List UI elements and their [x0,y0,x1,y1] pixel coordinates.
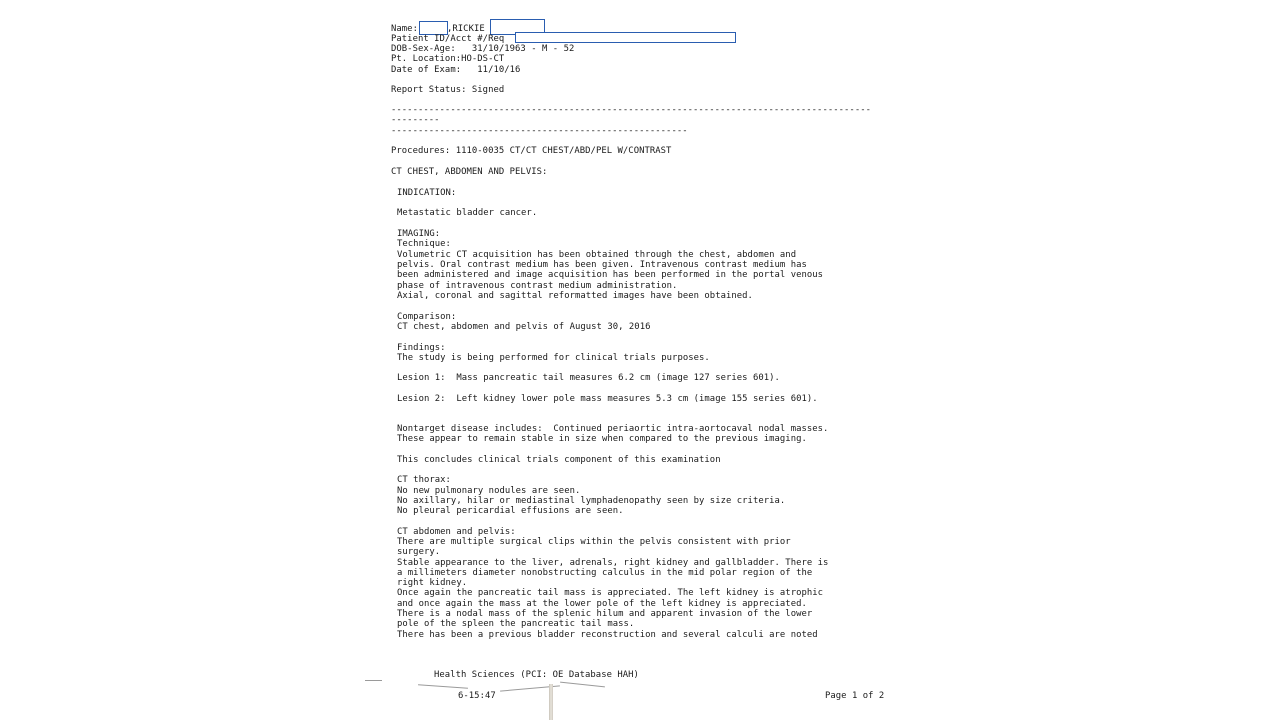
nontarget-line: Nontarget disease includes: Continued periaortic intra-aortocaval nodal masses. [397,424,829,434]
findings-heading: Findings: [397,343,446,353]
dob-sex-age: DOB-Sex-Age: 31/10/1963 - M - 52 [391,44,575,54]
report-status: Report Status: Signed [391,85,505,95]
procedures: Procedures: 1110-0035 CT/CT CHEST/ABD/PEL W/CONTRAST [391,146,672,156]
technique-line: been administered and image acquisition has been performed in the portal venous [397,270,824,280]
paper-fold-artifact [549,684,553,720]
thorax-line: No new pulmonary nodules are seen. [397,486,581,496]
lesion-1: Lesion 1: Mass pancreatic tail measures 6.2 cm (image 127 series 601). [397,373,780,383]
scan-artifact-line [560,682,605,688]
separator-line-1: ----------------------------------------------------------------------------------------- [391,105,871,115]
redaction-box-patient-id [515,32,736,43]
patient-id-label: Patient ID/Acct #/Req [391,34,505,44]
abdomen-line: a millimeters diameter nonobstructing calculus in the mid polar region of the [397,568,813,578]
thorax-heading: CT thorax: [397,475,451,485]
indication-heading: INDICATION: [397,188,457,198]
abdomen-heading: CT abdomen and pelvis: [397,527,516,537]
lesion-2: Lesion 2: Left kidney lower pole mass measures 5.3 cm (image 155 series 601). [397,394,818,404]
technique-heading: Technique: [397,239,451,249]
patient-location: Pt. Location:HO-DS-CT [391,54,505,64]
name-label: Name: [391,24,418,34]
separator-line-3: ------------------------------------------------------- [391,126,688,136]
abdomen-line: There has been a previous bladder reconstruction and several calculi are noted [397,630,818,640]
page-indicator: Page 1 of 2 [825,691,885,701]
technique-line: phase of intravenous contrast medium administration. [397,281,678,291]
patient-name: ,RICKIE [447,24,485,34]
comparison-text: CT chest, abdomen and pelvis of August 30, 2016 [397,322,651,332]
findings-intro: The study is being performed for clinical trials purposes. [397,353,710,363]
abdomen-line: and once again the mass at the lower pole of the left kidney is appreciated. [397,599,807,609]
exam-title: CT CHEST, ABDOMEN AND PELVIS: [391,167,548,177]
date-of-exam: Date of Exam: 11/10/16 [391,65,521,75]
indication-text: Metastatic bladder cancer. [397,208,538,218]
separator-line-2: --------- [391,115,440,125]
abdomen-line: There is a nodal mass of the splenic hilum and apparent invasion of the lower [397,609,813,619]
scan-artifact-line [365,680,382,681]
technique-line: Volumetric CT acquisition has been obtained through the chest, abdomen and [397,250,797,260]
footer-timestamp: 6-15:47 [458,691,496,701]
redaction-box-surname [419,21,448,35]
comparison-heading: Comparison: [397,312,457,322]
concludes-text: This concludes clinical trials component of this examination [397,455,721,465]
scan-artifact-line [418,684,468,688]
footer-institution: Health Sciences (PCI: OE Database HAH) [434,670,639,680]
abdomen-line: right kidney. [397,578,468,588]
abdomen-line: Once again the pancreatic tail mass is appreciated. The left kidney is atrophic [397,588,824,598]
technique-line: Axial, coronal and sagittal reformatted images have been obtained. [397,291,753,301]
imaging-heading: IMAGING: [397,229,441,239]
nontarget-line: These appear to remain stable in size when compared to the previous imaging. [397,434,807,444]
abdomen-line: surgery. [397,547,441,557]
abdomen-line: Stable appearance to the liver, adrenals, right kidney and gallbladder. There is [397,558,829,568]
thorax-line: No pleural pericardial effusions are seen. [397,506,624,516]
abdomen-line: pole of the spleen the pancreatic tail mass. [397,619,635,629]
technique-line: pelvis. Oral contrast medium has been given. Intravenous contrast medium has [397,260,807,270]
thorax-line: No axillary, hilar or mediastinal lymphadenopathy seen by size criteria. [397,496,786,506]
abdomen-line: There are multiple surgical clips within the pelvis consistent with prior [397,537,791,547]
